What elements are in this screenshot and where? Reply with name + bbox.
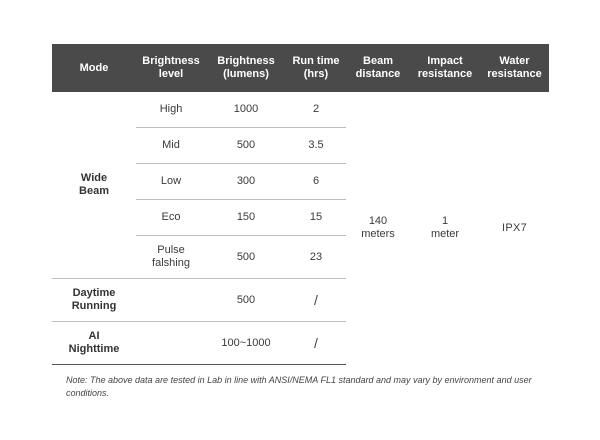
table-row bbox=[52, 92, 549, 128]
runtime-cell: 2 bbox=[286, 92, 346, 128]
header-impact-resistance: Impact resistance bbox=[410, 44, 480, 92]
runtime-cell: 23 bbox=[286, 236, 346, 279]
runtime-cell: / bbox=[286, 279, 346, 322]
runtime-cell: 6 bbox=[286, 164, 346, 200]
mode-ai-nighttime: AI Nighttime bbox=[52, 322, 136, 365]
header-brightness-lumens: Brightness (lumens) bbox=[206, 44, 286, 92]
mode-daytime-running: Daytime Running bbox=[52, 279, 136, 322]
lumens-cell: 1000 bbox=[206, 92, 286, 128]
runtime-cell: / bbox=[286, 322, 346, 365]
brightness-level-cell bbox=[136, 279, 206, 322]
mode-wide-beam: Wide Beam bbox=[52, 92, 136, 279]
lumens-cell: 300 bbox=[206, 164, 286, 200]
header-water-resistance: Water resistance bbox=[480, 44, 549, 92]
impact-resistance-value: 1 meter bbox=[430, 215, 460, 241]
brightness-level-cell: Eco bbox=[136, 200, 206, 236]
brightness-level-cell: High bbox=[136, 92, 206, 128]
runtime-cell: 3.5 bbox=[286, 128, 346, 164]
brightness-level-cell bbox=[136, 322, 206, 365]
brightness-level-cell: Low bbox=[136, 164, 206, 200]
lumens-cell: 500 bbox=[206, 279, 286, 322]
lumens-cell: 500 bbox=[206, 128, 286, 164]
header-beam-distance: Beam distance bbox=[346, 44, 410, 92]
header-row bbox=[52, 44, 549, 92]
lumens-cell: 500 bbox=[206, 236, 286, 279]
header-brightness-level: Brightness level bbox=[136, 44, 206, 92]
brightness-level-cell: Pulse falshing bbox=[136, 236, 206, 279]
spec-table bbox=[52, 44, 549, 365]
footnote: Note: The above data are tested in Lab in line with ANSI/NEMA FL1 standard and may vary by environment and user conditions. bbox=[66, 375, 532, 398]
header-run-time: Run time (hrs) bbox=[286, 44, 346, 92]
brightness-level-cell: Mid bbox=[136, 128, 206, 164]
runtime-cell: 15 bbox=[286, 200, 346, 236]
lumens-cell: 100~1000 bbox=[206, 322, 286, 365]
lumens-cell: 150 bbox=[206, 200, 286, 236]
water-resistance-value: IPX7 bbox=[501, 221, 528, 234]
beam-distance-value: 140 meters bbox=[361, 215, 395, 241]
header-mode: Mode bbox=[52, 44, 136, 92]
